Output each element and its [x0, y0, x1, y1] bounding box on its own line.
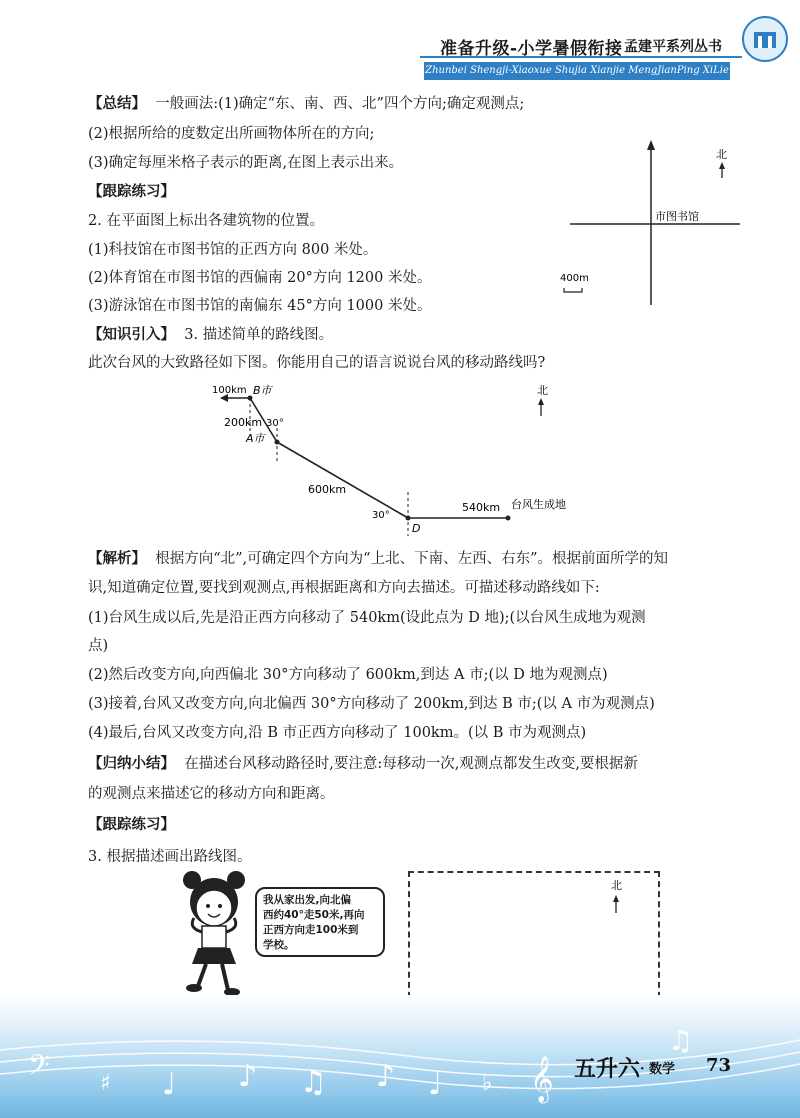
- subject-label: · 数学: [640, 1062, 676, 1077]
- header-pinyin: Zhunbei Shengji-Xiaoxue Shujia Xianjie MengJianPing XiLie Congshu: [424, 62, 730, 80]
- header-rule: [420, 56, 742, 58]
- music-decoration: [0, 1010, 800, 1118]
- route-north-label: 北: [537, 384, 548, 397]
- distance-100: 100km: [212, 385, 247, 396]
- speech-line-4: 学校。: [263, 939, 295, 951]
- practice1-question: 2. 在平面图上标出各建筑物的位置。: [88, 213, 324, 229]
- practice2-question: 3. 根据描述画出路线图。: [88, 849, 252, 865]
- intro-tag: 【知识引入】: [88, 327, 175, 343]
- practice1-item-1: (1)科技馆在市图书馆的正西方向 800 米处。: [88, 242, 378, 258]
- angle-a: 30°: [266, 418, 284, 429]
- practice-tag-2: 【跟踪练习】: [88, 817, 175, 833]
- analysis-step-4: (4)最后,台风又改变方向,沿 B 市正西方向移动了 100km。(以 B 市为观测点): [88, 725, 587, 741]
- treble-clef-icon: 𝄞: [530, 1056, 554, 1102]
- library-grid-diagram: [560, 140, 760, 315]
- summary-line-1: [88, 92, 524, 113]
- analysis-step-1a: (1)台风生成以后,先是沿正西方向移动了 540km(设此点为 D 地);(以台风生成地为观测: [88, 610, 646, 626]
- series-name: 孟建平系列丛书: [624, 39, 722, 55]
- scale-label: 400m: [560, 273, 589, 284]
- conclusion-line-2: 的观测点来描述它的移动方向和距离。: [88, 786, 335, 802]
- conclusion-tag: 【归纳小结】: [88, 756, 175, 772]
- north-label: 北: [716, 148, 727, 161]
- intro-text: 此次台风的大致路径如下图。你能用自己的语言说说台风的移动路线吗?: [88, 355, 546, 371]
- note-icon: ♩: [428, 1067, 443, 1102]
- practice-tag-1: 【跟踪练习】: [88, 184, 175, 200]
- intro-question: 3. 描述简单的路线图。: [184, 327, 334, 343]
- path-segment-600: [277, 442, 408, 518]
- analysis-text-1: 根据方向“北”,可确定四个方向为“上北、下南、左西、右东”。根据前面所学的知: [155, 551, 668, 567]
- distance-600: 600km: [308, 483, 347, 496]
- summary-tag: 【总结】: [88, 96, 146, 112]
- note-icon: ♪: [376, 1059, 396, 1094]
- publisher-logo: [740, 14, 790, 64]
- point-d-label: D: [412, 522, 421, 535]
- drawing-north: [606, 877, 636, 917]
- analysis-line-2: 识,知道确定位置,要找到观测点,再根据距离和方向去描述。可描述移动路线如下:: [88, 580, 600, 596]
- analysis-step-1b: 点): [88, 638, 109, 654]
- angle-d: 30°: [372, 510, 390, 521]
- conclusion-line-1: [88, 752, 638, 773]
- grade-label: 五升六: [574, 1057, 641, 1082]
- summary-text: 一般画法:(1)确定“东、南、西、北”四个方向;确定观测点;: [155, 96, 525, 112]
- speech-line-3: 正西方向走100米到: [263, 924, 359, 936]
- summary-line-3: (3)确定每厘米格子表示的距离,在图上表示出来。: [88, 155, 404, 171]
- sharp-icon: ♯: [100, 1071, 111, 1096]
- speech-bubble: [255, 887, 385, 957]
- speech-line-2: 西约40°走50米,再向: [263, 909, 365, 921]
- library-label: 市图书馆: [655, 210, 699, 223]
- intro-line: [88, 323, 333, 344]
- drawing-north-label: 北: [611, 879, 622, 892]
- note-icon: ♪: [238, 1059, 258, 1094]
- scale-bar: [564, 288, 582, 292]
- city-b-label: B市: [253, 384, 272, 397]
- typhoon-route-diagram: [200, 376, 620, 536]
- drawing-area[interactable]: [408, 871, 660, 1008]
- analysis-line-1: [88, 547, 668, 568]
- analysis-step-3: (3)接着,台风又改变方向,向北偏西 30°方向移动了 200km,到达 B 市;(以 A 市为观测点): [88, 696, 655, 712]
- distance-540: 540km: [462, 501, 501, 514]
- girl-illustration: [168, 868, 260, 998]
- origin-label: 台风生成地: [511, 498, 566, 511]
- practice1-item-3: (3)游泳馆在市图书馆的南偏东 45°方向 1000 米处。: [88, 298, 432, 314]
- bass-clef-icon: 𝄢: [28, 1049, 50, 1089]
- arrow-up-icon: [647, 140, 655, 150]
- page-number: 73: [706, 1055, 732, 1076]
- book-title: 准备升级-小学暑假衔接: [440, 39, 623, 59]
- note-icon: ♫: [300, 1065, 327, 1100]
- note-icon: ♩: [162, 1067, 177, 1102]
- flat-icon: ♭: [482, 1071, 493, 1096]
- speech-line-1: 我从家出发,向北偏: [263, 894, 351, 906]
- city-a-label: A市: [246, 432, 265, 445]
- practice1-item-2: (2)体育馆在市图书馆的西偏南 20°方向 1200 米处。: [88, 270, 432, 286]
- conclusion-text-1: 在描述台风移动路径时,要注意:每移动一次,观测点都发生改变,要根据新: [184, 756, 638, 772]
- note-icon: ♫: [668, 1024, 694, 1057]
- summary-line-2: (2)根据所给的度数定出所画物体所在的方向;: [88, 126, 375, 142]
- distance-200: 200km: [224, 416, 263, 429]
- analysis-tag: 【解析】: [88, 551, 146, 567]
- analysis-step-2: (2)然后改变方向,向西偏北 30°方向移动了 600km,到达 A 市;(以 D 地为观测点): [88, 667, 608, 683]
